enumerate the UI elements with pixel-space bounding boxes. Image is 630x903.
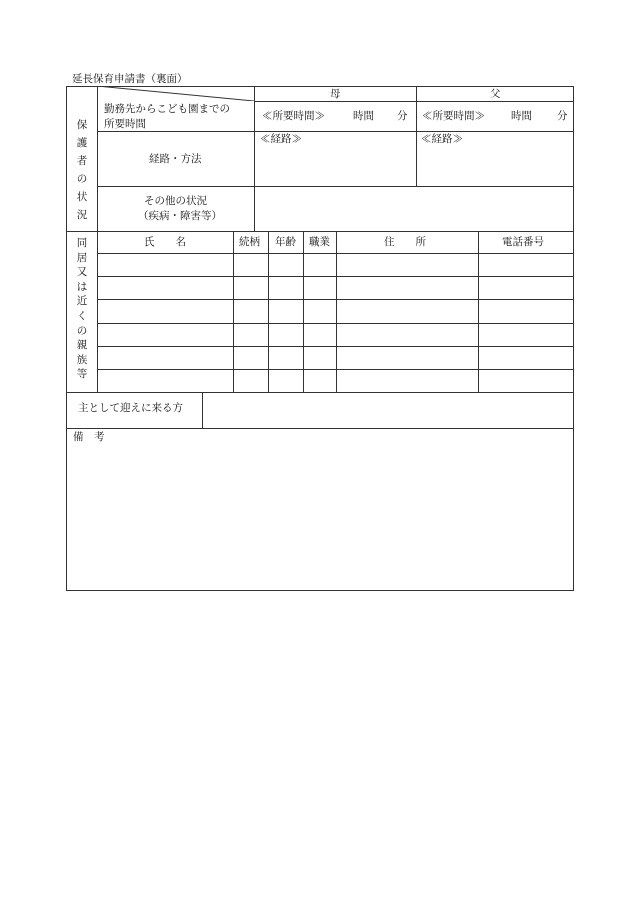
other-label-2: （疾病・障害等） — [138, 210, 222, 222]
remarks-label: 備 考 — [73, 431, 105, 443]
header-age: 年齢 — [275, 236, 296, 248]
route-label: 経路・方法 — [149, 153, 202, 165]
commute-label: 勤務先からこども園までの — [104, 103, 230, 115]
guardian-section-label: 保 護 者 の 状 況 — [76, 119, 88, 221]
father-route-prefix: ≪経路≫ — [421, 133, 463, 145]
mother-time-prefix: ≪所要時間≫ — [262, 110, 325, 122]
header-address: 住 所 — [384, 236, 426, 248]
pickup-label: 主として迎えに来る方 — [78, 402, 183, 414]
col-father: 父 — [490, 88, 501, 100]
header-relation: 続柄 — [239, 236, 260, 248]
header-phone: 電話番号 — [502, 236, 544, 248]
header-name: 氏 名 — [144, 236, 186, 248]
form-title: 延長保育申請書（裏面） — [72, 73, 188, 85]
other-label: その他の状況 — [144, 195, 207, 207]
relatives-section-label: 同 居 又 は 近 く の 親 族 等 — [76, 237, 88, 381]
father-time-prefix: ≪所要時間≫ — [422, 110, 485, 122]
father-minutes: 分 — [557, 110, 568, 122]
commute-label-2: 所要時間 — [104, 118, 146, 130]
col-mother: 母 — [330, 88, 341, 100]
mother-hours: 時間 — [353, 110, 374, 122]
form-frame — [66, 86, 574, 591]
mother-route-prefix: ≪経路≫ — [260, 133, 302, 145]
mother-minutes: 分 — [397, 110, 408, 122]
father-hours: 時間 — [511, 110, 532, 122]
header-job: 職業 — [309, 236, 330, 248]
diagonal-line — [97, 86, 254, 101]
